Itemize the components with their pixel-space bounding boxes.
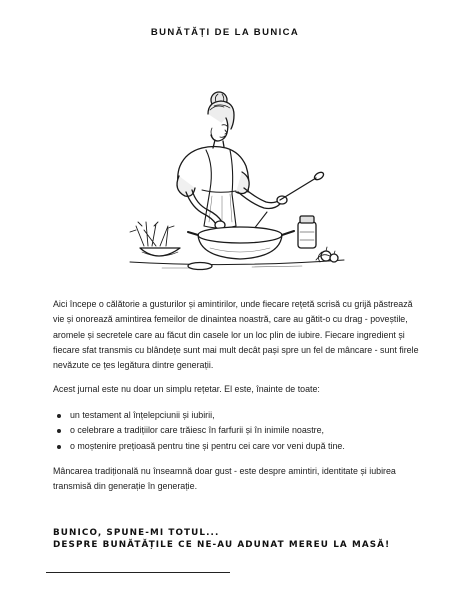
closing-paragraph: Mâncarea tradițională nu înseamnă doar gust - este despre amintiri, identitate și iubirea transmisă din generație în generație.: [53, 466, 396, 492]
closing-title-line-1: BUNICO, SPUNE-MI TOTUL...: [53, 528, 220, 538]
page-title: BUNĂTĂȚI DE LA BUNICA: [150, 27, 300, 38]
intro-paragraph: Aici începe o călătorie a gusturilor și amintirilor, unde fiecare rețetă scrisă cu grijă păstrează vie și onorează amintirea femeilor de dinaintea noastră, care au gătit-o cu drag - poveștile, aromele și secretele care au făcut din casele lor un loc plin de iubire. Fiecare ingredient și fiecare sfat transmis cu blândețe sunt mai mult decât pași spre un fel de mâncare - sunt firele nevăzute ce țes legătura dintre generații.: [53, 299, 419, 371]
closing-title: [53, 528, 433, 551]
signature-line: [46, 572, 230, 573]
list-item: o moștenire prețioasă pentru tine și pentru cei care vor veni după tine.: [53, 439, 425, 454]
list-item: o celebrare a tradițiilor care trăiesc în farfurii și în inimile noastre,: [53, 423, 425, 438]
purpose-list: [53, 408, 425, 454]
purpose-lead: Acest jurnal este nu doar un simplu rețetar. El este, înainte de toate:: [53, 384, 320, 394]
grandmother-cooking-illustration: [122, 80, 352, 280]
list-item: un testament al înțelepciunii și iubirii,: [53, 408, 425, 423]
closing-title-line-2: DESPRE BUNĂTĂȚILE CE NE-AU ADUNAT MEREU LA MASĂ!: [53, 539, 391, 550]
